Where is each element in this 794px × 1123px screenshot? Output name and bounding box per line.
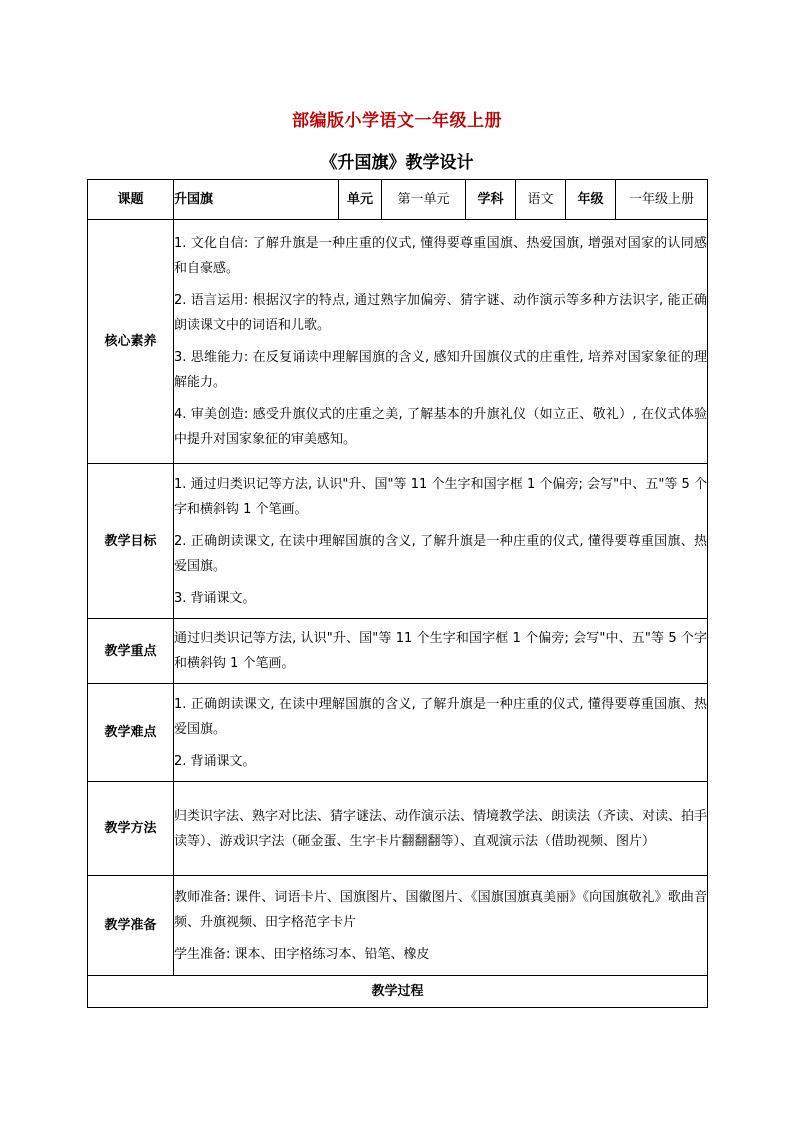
preparation-item: 学生准备: 课本、田字格练习本、铅笔、橡皮 — [174, 946, 430, 962]
topic-value: 升国旗 — [174, 180, 339, 220]
objective-item: 2. 正确朗读课文, 在读中理解国旗的含义, 了解升旗是一种庄重的仪式, 懂得要尊重国旗、热爱国旗。 — [174, 533, 707, 574]
core-literacy-item: 1. 文化自信: 了解升旗是一种庄重的仪式, 懂得要尊重国旗、热爱国旗, 增强对国家的认同感和自豪感。 — [174, 236, 707, 276]
grade-label: 年级 — [566, 180, 616, 220]
preparation-label: 教学准备 — [88, 876, 174, 976]
core-literacy-item: 2. 语言运用: 根据汉字的特点, 通过熟字加偏旁、猜字谜、动作演示等多种方法识字, 能正确朗读课文中的词语和儿歌。 — [174, 293, 707, 333]
process-label: 教学过程 — [88, 976, 708, 1008]
key-points-label: 教学重点 — [88, 619, 174, 684]
core-literacy-content — [174, 220, 708, 464]
unit-value: 第一单元 — [382, 180, 466, 220]
difficulties-label: 教学难点 — [88, 684, 174, 782]
core-literacy-item: 4. 审美创造: 感受升旗仪式的庄重之美, 了解基本的升旗礼仪（如立正、敬礼）, 在仪式体验中提升对国家象征的审美感知。 — [174, 407, 707, 447]
difficulties-row — [88, 684, 708, 782]
key-points-text: 通过归类识记等方法, 认识"升、国"等 11 个生字和国字框 1 个偏旁; 会写"中、五"等 5 个字和横斜钩 1 个笔画。 — [174, 631, 707, 671]
objective-item: 1. 通过归类识记等方法, 认识"升、国"等 11 个生字和国字框 1 个偏旁; 会写"中、五"等 5 个字和横斜钩 1 个笔画。 — [174, 476, 707, 517]
objectives-content — [174, 464, 708, 619]
key-points-row — [88, 619, 708, 684]
methods-content — [174, 782, 708, 876]
key-points-content — [174, 619, 708, 684]
header-row — [88, 180, 708, 220]
subject-value: 语文 — [516, 180, 566, 220]
objective-item: 3. 背诵课文。 — [174, 590, 256, 606]
methods-text: 归类识字法、熟字对比法、猜字谜法、动作演示法、情境教学法、朗读法（齐读、对读、拍手读等）、游戏识字法（砸金蛋、生字卡片翻翻翻等）、直观演示法（借助视频、图片） — [174, 808, 708, 849]
methods-row — [88, 782, 708, 876]
document-title: 部编版小学语文一年级上册 — [292, 111, 502, 131]
preparation-item: 教师准备: 课件、词语卡片、国旗图片、国徽图片、《国旗国旗真美丽》《向国旗敬礼》歌曲音频、升旗视频、田字格范字卡片 — [174, 889, 707, 930]
objectives-label: 教学目标 — [88, 464, 174, 619]
objectives-row — [88, 464, 708, 619]
difficulty-item: 2. 背诵课文。 — [174, 753, 256, 769]
methods-label: 教学方法 — [88, 782, 174, 876]
unit-label: 单元 — [339, 180, 382, 220]
lesson-plan-table — [87, 179, 708, 1008]
difficulty-item: 1. 正确朗读课文, 在读中理解国旗的含义, 了解升旗是一种庄重的仪式, 懂得要尊重国旗、热爱国旗。 — [174, 696, 707, 737]
topic-label: 课题 — [88, 180, 174, 220]
grade-value: 一年级上册 — [616, 180, 708, 220]
core-literacy-label: 核心素养 — [88, 220, 174, 464]
difficulties-content — [174, 684, 708, 782]
preparation-content — [174, 876, 708, 976]
preparation-row — [88, 876, 708, 976]
document-subtitle: 《升国旗》教学设计 — [320, 153, 474, 173]
core-literacy-item: 3. 思维能力: 在反复诵读中理解国旗的含义, 感知升国旗仪式的庄重性, 培养对国家象征的理解能力。 — [174, 350, 707, 390]
process-row — [88, 976, 708, 1008]
subject-label: 学科 — [466, 180, 516, 220]
core-literacy-row — [88, 220, 708, 464]
